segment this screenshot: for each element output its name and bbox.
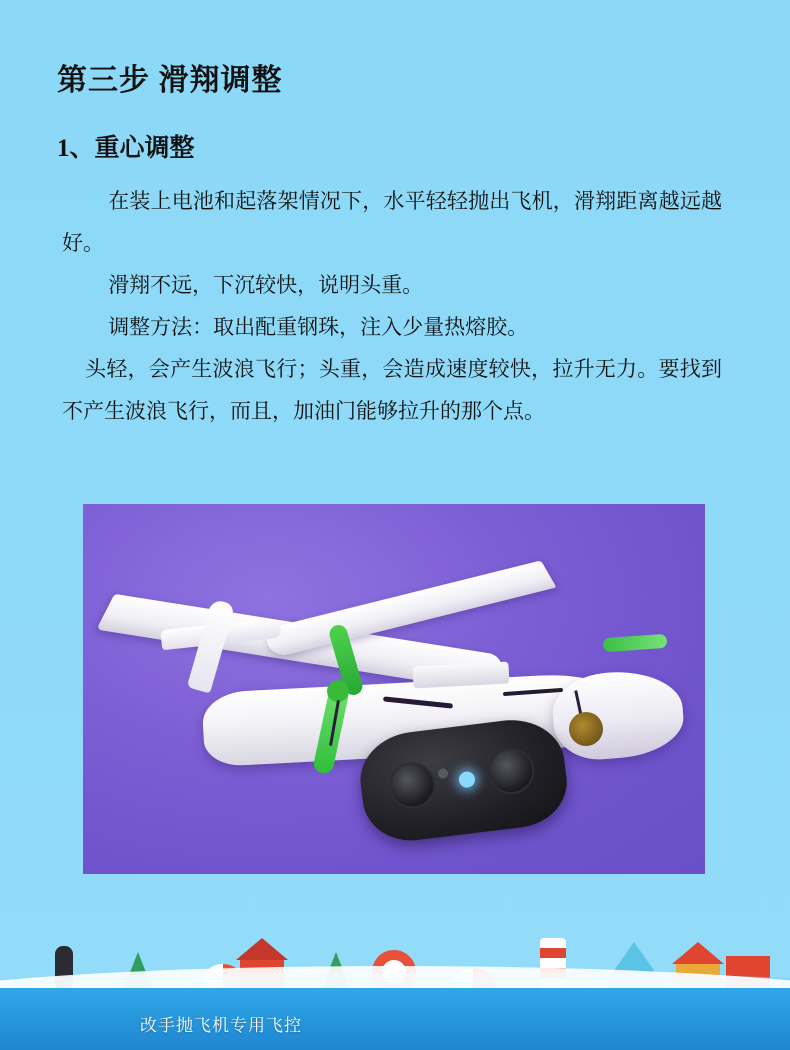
- paragraph-1: 在装上电池和起落架情况下，水平轻轻抛出飞机，滑翔距离越远越好。: [62, 189, 722, 255]
- paragraph-3: 调整方法：取出配重钢珠，注入少量热熔胶。: [108, 315, 529, 339]
- footer-caption: 改手抛飞机专用飞控: [140, 1016, 302, 1035]
- remote-button: [437, 768, 448, 779]
- house-roof-icon: [236, 938, 288, 960]
- paragraph-4: 头轻，会产生波浪飞行；头重，会造成速度较快，拉升无力。要找到不产生波浪飞行，而且，加油门能够拉升的那个点。: [62, 357, 722, 423]
- antenna-coil: [569, 712, 603, 746]
- airplane-photo: [83, 504, 705, 874]
- sea-band: [0, 988, 790, 1050]
- footer-decoration: [0, 920, 790, 1050]
- body-text-block: [62, 180, 722, 432]
- section-heading: 1、重心调整: [57, 135, 195, 162]
- remote-stick-right: [486, 745, 537, 796]
- remote-stick-left: [387, 760, 438, 811]
- page-title: 第三步 滑翔调整: [57, 64, 283, 97]
- remote-led-icon: [458, 771, 476, 789]
- propeller-hub: [327, 680, 349, 702]
- house-roof-icon-2: [672, 942, 724, 964]
- paragraph-2: 滑翔不远，下沉较快，说明头重。: [108, 273, 424, 297]
